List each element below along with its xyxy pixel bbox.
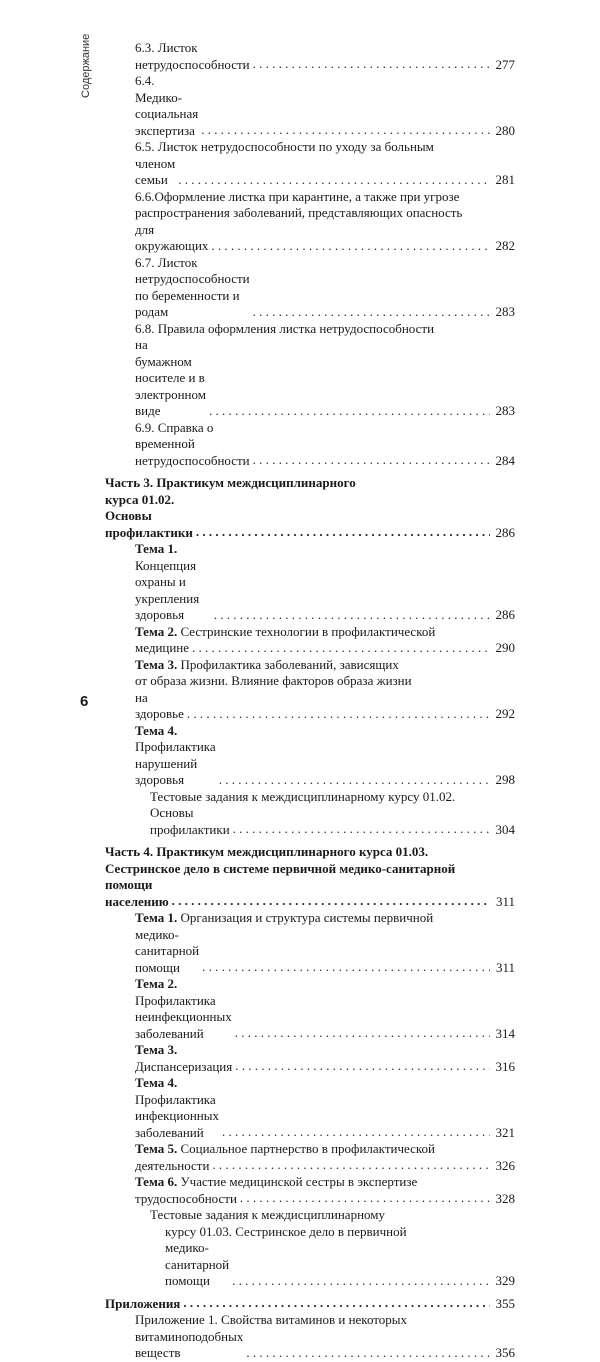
- entry-text: 6.4. Медико-социальная экспертиза: [135, 73, 199, 138]
- entry-page: 329: [495, 1273, 515, 1288]
- toc-part-4[interactable]: [105, 844, 515, 910]
- entry-text: медицине: [135, 640, 190, 655]
- entry-page: 281: [495, 172, 515, 187]
- leader-dots: [187, 708, 490, 720]
- entry-text-line: Профилактика заболеваний, зависящих: [180, 656, 399, 672]
- entry-page: 328: [495, 1190, 515, 1206]
- entry-page: 355: [495, 1295, 515, 1311]
- toc-entry-6-3[interactable]: [105, 40, 515, 73]
- toc-topic[interactable]: [105, 723, 515, 789]
- leader-dots: [211, 240, 490, 252]
- entry-page: 286: [495, 524, 515, 540]
- entry-page: 311: [495, 959, 515, 975]
- entry-text: Профилактика инфекционных заболеваний: [135, 1091, 219, 1140]
- topic-label: Тема 4.: [135, 722, 178, 738]
- entry-page: 298: [495, 772, 515, 787]
- leader-dots: [253, 306, 490, 318]
- entry-text: Диспансеризация: [135, 1058, 233, 1074]
- entry-text: 6.7. Листок нетрудоспособности по беременности и родам: [135, 254, 250, 319]
- entry-text-line: Приложение 1. Свойства витаминов и некоторых: [135, 1312, 408, 1327]
- leader-dots: [192, 642, 490, 654]
- entry-text-line: Организация и структура системы первичной: [180, 910, 434, 925]
- entry-text-line: Тестовые задания к междисциплинарному курсу 01.02.: [150, 788, 456, 804]
- leader-dots: [178, 174, 490, 186]
- entry-page: 280: [495, 122, 515, 138]
- toc-entry-6-5[interactable]: [105, 139, 515, 189]
- toc-entry-6-6[interactable]: [105, 189, 515, 255]
- leader-dots: [202, 961, 490, 973]
- entry-text-line: Участие медицинской сестры в экспертизе: [180, 1174, 418, 1189]
- running-header: Содержание: [80, 33, 92, 98]
- topic-label: Тема 4.: [135, 1075, 178, 1090]
- table-of-contents: [105, 40, 515, 1362]
- entry-text-line: Сестринские технологии в профилактической: [180, 623, 436, 639]
- leader-dots: [240, 1192, 490, 1204]
- entry-text: Профилактика неинфекционных заболеваний: [135, 992, 232, 1041]
- leader-dots: [233, 823, 490, 835]
- toc-topic[interactable]: [105, 624, 515, 657]
- entry-page: 283: [495, 304, 515, 319]
- toc-topic[interactable]: [105, 910, 515, 976]
- leader-dots: [235, 1060, 490, 1072]
- entry-page: 311: [495, 893, 515, 909]
- part-title-line: помощи населению: [105, 877, 169, 909]
- leader-dots: [253, 454, 490, 466]
- toc-topic[interactable]: [105, 1174, 515, 1207]
- entry-text: медико-санитарной помощи: [165, 1240, 230, 1288]
- entry-text: на бумажном носителе и в электронном виде: [135, 337, 206, 418]
- entry-text: 6.3. Листок нетрудоспособности: [135, 40, 250, 72]
- entry-text-line: 6.8. Правила оформления листка нетрудоспособности: [135, 320, 435, 336]
- topic-label: Тема 1.: [135, 910, 178, 925]
- entry-page: 326: [495, 1157, 515, 1173]
- toc-appendix[interactable]: [105, 1296, 515, 1313]
- entry-text: 6.9. Справка о временной нетрудоспособности: [135, 419, 250, 468]
- toc-topic[interactable]: [105, 1042, 515, 1075]
- entry-page: 283: [495, 403, 515, 418]
- leader-dots: [232, 1275, 490, 1287]
- toc-entry-6-4[interactable]: [105, 73, 515, 139]
- topic-label: Тема 6.: [135, 1174, 178, 1189]
- topic-label: Тема 2.: [135, 623, 178, 639]
- toc-entry-6-7[interactable]: [105, 255, 515, 321]
- entry-text-line: курсу 01.03. Сестринское дело в первичной: [165, 1223, 407, 1239]
- entry-text: Концепция охраны и укрепления здоровья: [135, 557, 200, 622]
- entry-text-line: от образа жизни. Влияние факторов образа жизни: [135, 673, 412, 688]
- leader-dots: [235, 1027, 490, 1039]
- toc-topic[interactable]: [105, 976, 515, 1042]
- entry-page: 282: [495, 238, 515, 253]
- appendix-title: Приложения: [105, 1295, 181, 1311]
- topic-label: Тема 5.: [135, 1141, 178, 1156]
- entry-text: Основы профилактики: [150, 805, 230, 837]
- topic-label: Тема 1.: [135, 541, 178, 556]
- entry-text: членом семьи: [135, 155, 176, 187]
- toc-tests[interactable]: [105, 1207, 515, 1290]
- entry-page: 290: [495, 640, 515, 655]
- toc-topic[interactable]: [105, 541, 515, 624]
- entry-text: Профилактика нарушений здоровья: [135, 739, 216, 787]
- entry-text-line: распространения заболеваний, представляющих опасность: [135, 205, 463, 220]
- leader-dots: [214, 609, 490, 621]
- entry-page: 284: [495, 452, 515, 468]
- part-title-line: Часть 3. Практикум междисциплинарного: [105, 475, 356, 490]
- entry-text: витаминоподобных веществ: [135, 1328, 244, 1360]
- entry-text: для окружающих: [135, 221, 209, 253]
- toc-topic[interactable]: [105, 1075, 515, 1141]
- entry-text: трудоспособности: [135, 1190, 237, 1206]
- toc-topic[interactable]: [105, 1141, 515, 1174]
- topic-label: Тема 3.: [135, 1042, 178, 1057]
- entry-text: медико-санитарной помощи: [135, 926, 200, 975]
- entry-page: 316: [495, 1058, 515, 1074]
- entry-text-line: 6.6.Оформление листка при карантине, а также при угрозе: [135, 188, 460, 204]
- entry-text-line: Социальное партнерство в профилактической: [180, 1141, 435, 1156]
- leader-dots: [201, 124, 490, 136]
- toc-entry-6-8[interactable]: [105, 321, 515, 420]
- topic-label: Тема 3.: [135, 656, 178, 672]
- leader-dots: [222, 1126, 490, 1138]
- entry-page: 304: [495, 821, 515, 837]
- leader-dots: [209, 405, 490, 417]
- topic-label: Тема 2.: [135, 976, 178, 991]
- entry-page: 286: [495, 607, 515, 622]
- toc-part-3[interactable]: [105, 475, 515, 541]
- entry-text: деятельности: [135, 1157, 210, 1173]
- entry-page: 314: [495, 1025, 515, 1041]
- entry-text-line: 6.5. Листок нетрудоспособности по уходу за больным: [135, 139, 434, 154]
- part-title-line: Сестринское дело в системе первичной медико-санитарной: [105, 860, 456, 876]
- part-title-line: Часть 4. Практикум междисциплинарного курса 01.03.: [105, 844, 429, 859]
- entry-text-line: Тестовые задания к междисциплинарному: [150, 1207, 386, 1222]
- entry-page: 356: [495, 1345, 515, 1360]
- leader-dots: [219, 774, 490, 786]
- leader-dots: [212, 1159, 490, 1171]
- entry-text: на здоровье: [135, 689, 184, 721]
- entry-page: 277: [495, 56, 515, 72]
- leader-dots: [196, 526, 490, 538]
- leader-dots: [183, 1297, 490, 1309]
- part-title-line: курса 01.02. Основы профилактики: [105, 491, 193, 540]
- leader-dots: [246, 1347, 490, 1359]
- toc-tests[interactable]: [105, 789, 515, 839]
- toc-entry-6-9[interactable]: [105, 420, 515, 470]
- entry-page: 321: [495, 1124, 515, 1140]
- toc-appendix-item[interactable]: [105, 1312, 515, 1362]
- leader-dots: [172, 895, 490, 907]
- toc-topic[interactable]: [105, 657, 515, 723]
- leader-dots: [253, 58, 490, 70]
- entry-page: 292: [495, 706, 515, 721]
- page-number: 6: [80, 693, 89, 710]
